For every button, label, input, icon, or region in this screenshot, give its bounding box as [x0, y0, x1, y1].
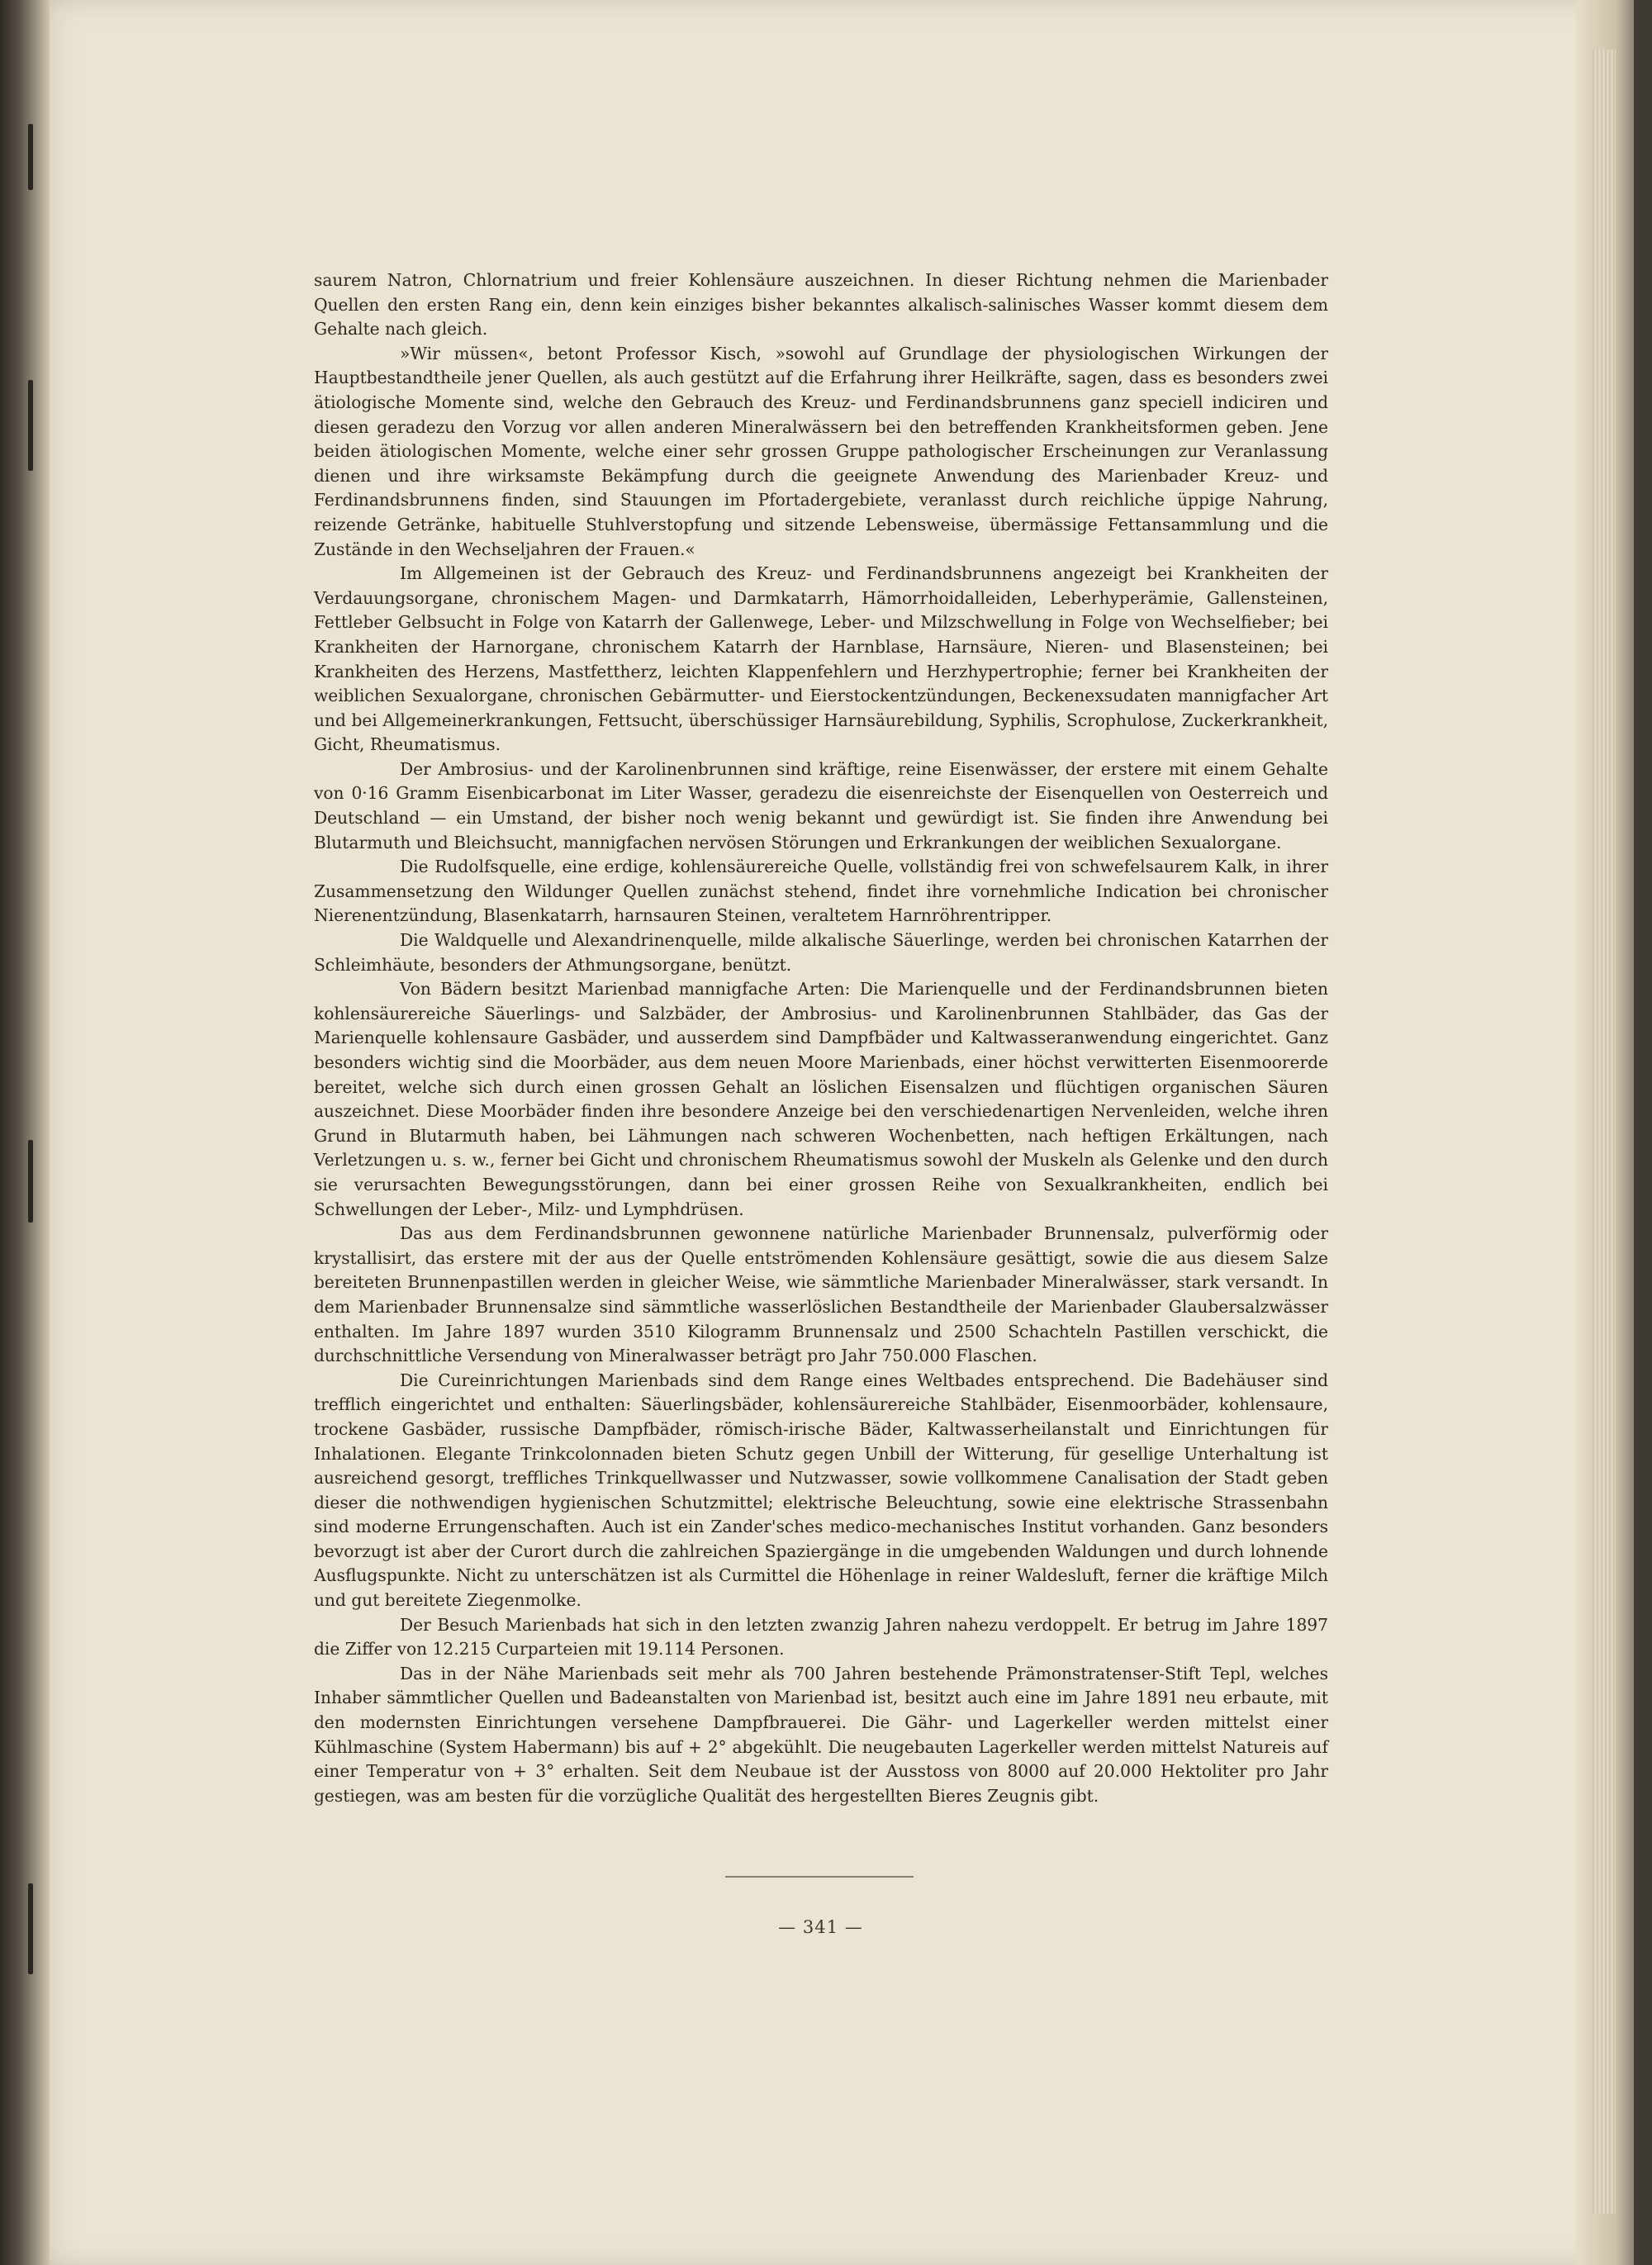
- spine-mark: [28, 1140, 33, 1223]
- paragraph: Im Allgemeinen ist der Gebrauch des Kreuz- und Ferdinandsbrunnens angezeigt bei Krankheiten der Verdauungsorgane, chronischem Magen- und Darmkatarrh, Hämorrhoidalleiden, Leberhyperämie, Gallensteinen, Fettleber Gelbsucht in Folge von Katarrh der Gallenwege, Leber- und Milzschwellung in Folge von Wechselfieber; bei Krankheiten der Harnorgane, chronischem Katarrh der Harnblase, Harnsäure, Nieren- und Blasensteinen; bei Krankheiten des Herzens, Mastfettherz, leichten Klappenfehlern und Herzhypertrophie; ferner bei Krankheiten der weiblichen Sexualorgane, chronischen Gebärmutter- und Eierstockentzündungen, Beckenexsudaten mannigfacher Art und bei Allgemeinerkrankungen, Fettsucht, überschüssiger Harnsäurebildung, Syphilis, Scrophulose, Zuckerkrankheit, Gicht, Rheumatismus.: [314, 563, 1328, 755]
- paragraph: Von Bädern besitzt Marienbad mannigfache Arten: Die Marienquelle und der Ferdinandsbrunnen bieten kohlensäurereiche Säuerlings- und Salzbäder, der Ambrosius- und Karolinenbrunnen Stahlbäder, das Gas der Marienquelle kohlensaure Gasbäder, und ausserdem sind Dampfbäder und Kaltwasseranwendung eingerichtet. Ganz besonders wichtig sind die Moorbäder, aus dem neuen Moore Marienbads, einer höchst verwitterten Eisenmoorerde bereitet, welche sich durch einen grossen Gehalt an löslichen Eisensalzen und flüchtigen organischen Säuren auszeichnet. Diese Moorbäder finden ihre besondere Anzeige bei den verschiedenartigen Nervenleiden, welche ihren Grund in Blutarmuth haben, bei Lähmungen nach schweren Wochenbetten, nach heftigen Erkältungen, nach Verletzungen u. s. w., ferner bei Gicht und chronischem Rheumatismus sowohl der Muskeln als Gelenke und den durch sie verursachten Bewegungsstörungen, dann bei einer grossen Reihe von Sexualkrankheiten, endlich bei Schwellungen der Leber-, Milz- und Lymphdrüsen.: [314, 979, 1328, 1219]
- paragraph: Die Waldquelle und Alexandrinenquelle, milde alkalische Säuerlinge, werden bei chronischen Katarrhen der Schleimhäute, besonders der Athmungsorgane, benützt.: [314, 930, 1328, 975]
- paragraph: Die Cureinrichtungen Marienbads sind dem Range eines Weltbades entsprechend. Die Badehäuser sind trefflich eingerichtet und enthalten: Säuerlingsbäder, kohlensäurereiche Stahlbäder, Eisenmoorbäder, kohlensaure, trockene Gasbäder, russische Dampfbäder, römisch-irische Bäder, Kaltwasserheilanstalt und Einrichtungen für Inhalationen. Elegante Trinkcolonnaden bieten Schutz gegen Unbill der Witterung, für gesellige Unterhaltung ist ausreichend gesorgt, treffliches Trinkquellwasser und Nutzwasser, sowie vollkommene Canalisation der Stadt geben dieser die nothwendigen hygienischen Schutzmittel; elektrische Beleuchtung, sowie eine elektrische Strassenbahn sind moderne Errungenschaften. Auch ist ein Zander'sches medico-mechanisches Institut vorhanden. Ganz besonders bevorzugt ist aber der Curort durch die zahlreichen Spaziergänge in die umgebenden Waldungen und durch lohnende Ausflugspunkte. Nicht zu unterschätzen ist als Curmittel die Höhenlage in reiner Waldesluft, ferner die kräftige Milch und gut bereitete Ziegenmolke.: [314, 1370, 1328, 1611]
- spine-mark: [28, 380, 33, 471]
- paragraph: saurem Natron, Chlornatrium und freier Kohlensäure auszeichnen. In dieser Richtung nehmen die Marienbader Quellen den ersten Rang ein, denn kein einziges bisher bekanntes alkalisch-salinisches Wasser kommt diesem dem Gehalte nach gleich.: [314, 270, 1328, 340]
- paragraph: Die Rudolfsquelle, eine erdige, kohlensäurereiche Quelle, vollständig frei von schwefelsaurem Kalk, in ihrer Zusammensetzung den Wildunger Quellen zunächst stehend, findet ihre vornehmliche Indication bei chronischer Nierenentzündung, Blasenkatarrh, harnsauren Steinen, veraltetem Harnröhrentripper.: [314, 857, 1328, 926]
- paragraph: Das in der Nähe Marienbads seit mehr als 700 Jahren bestehende Prämonstratenser-Stift Tepl, welches Inhaber sämmtlicher Quellen und Badeanstalten von Marienbad ist, besitzt auch eine im Jahre 1891 neu erbaute, mit den modernsten Einrichtungen versehene Dampfbrauerei. Die Gähr- und Lagerkeller werden mittelst einer Kühlmaschine (System Habermann) bis auf + 2° abgekühlt. Die neugebauten Lagerkeller werden mittelst Natureis auf einer Temperatur von + 3° erhalten. Seit dem Neubaue ist der Ausstoss von 8000 auf 20.000 Hektoliter pro Jahr gestiegen, was am besten für die vorzügliche Qualität des hergestellten Bieres Zeugnis gibt.: [314, 1663, 1328, 1806]
- page-edge: [1576, 0, 1634, 2265]
- spine-mark: [28, 1883, 33, 1974]
- closing-rule: [725, 1876, 914, 1878]
- book-spine: [0, 0, 50, 2265]
- paragraph: Der Besuch Marienbads hat sich in den letzten zwanzig Jahren nahezu verdoppelt. Er betrug im Jahre 1897 die Ziffer von 12.215 Curparteien mit 19.114 Personen.: [314, 1614, 1328, 1660]
- paper-sheet: [23, 0, 1634, 2265]
- paragraph: Das aus dem Ferdinandsbrunnen gewonnene natürliche Marienbader Brunnensalz, pulverförmig oder krystallisirt, das erstere mit der aus der Quelle entströmenden Kohlensäure gesättigt, sowie die aus diesem Salze bereiteten Brunnenpastillen werden in gleicher Weise, wie sämmtliche Marienbader Mineralwässer, stark versandt. In dem Marienbader Brunnensalze sind sämmtliche wasserlöslichen Bestandtheile der Marienbader Glaubersalzwässer enthalten. Im Jahre 1897 wurden 3510 Kilogramm Brunnensalz und 2500 Schachteln Pastillen verschickt, die durchschnittliche Versendung von Mineralwasser beträgt pro Jahr 750.000 Flaschen.: [314, 1223, 1328, 1366]
- paragraph: Der Ambrosius- und der Karolinenbrunnen sind kräftige, reine Eisenwässer, der erstere mit einem Gehalte von 0·16 Gramm Eisenbicarbonat im Liter Wasser, geradezu die eisenreichste der Eisenquellen von Oesterreich und Deutschland — ein Umstand, der bisher noch wenig bekannt und gewürdigt ist. Sie finden ihre Anwendung bei Blutarmuth und Bleichsucht, mannigfachen nervösen Störungen und Erkrankungen der weiblichen Sexualorgane.: [314, 758, 1328, 852]
- page-edge-lines: [1593, 50, 1616, 2214]
- spine-mark: [28, 124, 33, 190]
- body-text: [314, 268, 1328, 1808]
- page-number: — 341 —: [778, 1917, 863, 1937]
- paragraph: »Wir müssen«, betont Professor Kisch, »sowohl auf Grundlage der physiologischen Wirkungen der Hauptbestandtheile jener Quellen, als auch gestützt auf die Erfahrung ihrer Heilkräfte, sagen, dass es besonders zwei ätiologische Momente sind, welche den Gebrauch des Kreuz- und Ferdinandsbrunnens ganz speciell indiciren und diesen geradezu den Vorzug vor allen anderen Mineralwässern bei den betreffenden Krankheitsformen geben. Jene beiden ätiologischen Momente, welche einer sehr grossen Gruppe pathologischer Erscheinungen zur Veranlassung dienen und ihre wirksamste Bekämpfung durch die geeignete Anwendung des Marienbader Kreuz- und Ferdinandsbrunnens finden, sind Stauungen im Pfortadergebiete, veranlasst durch reichliche üppige Nahrung, reizende Getränke, habituelle Stuhlverstopfung und sitzende Lebensweise, übermässige Fettansammlung und die Zustände in den Wechseljahren der Frauen.«: [314, 343, 1328, 559]
